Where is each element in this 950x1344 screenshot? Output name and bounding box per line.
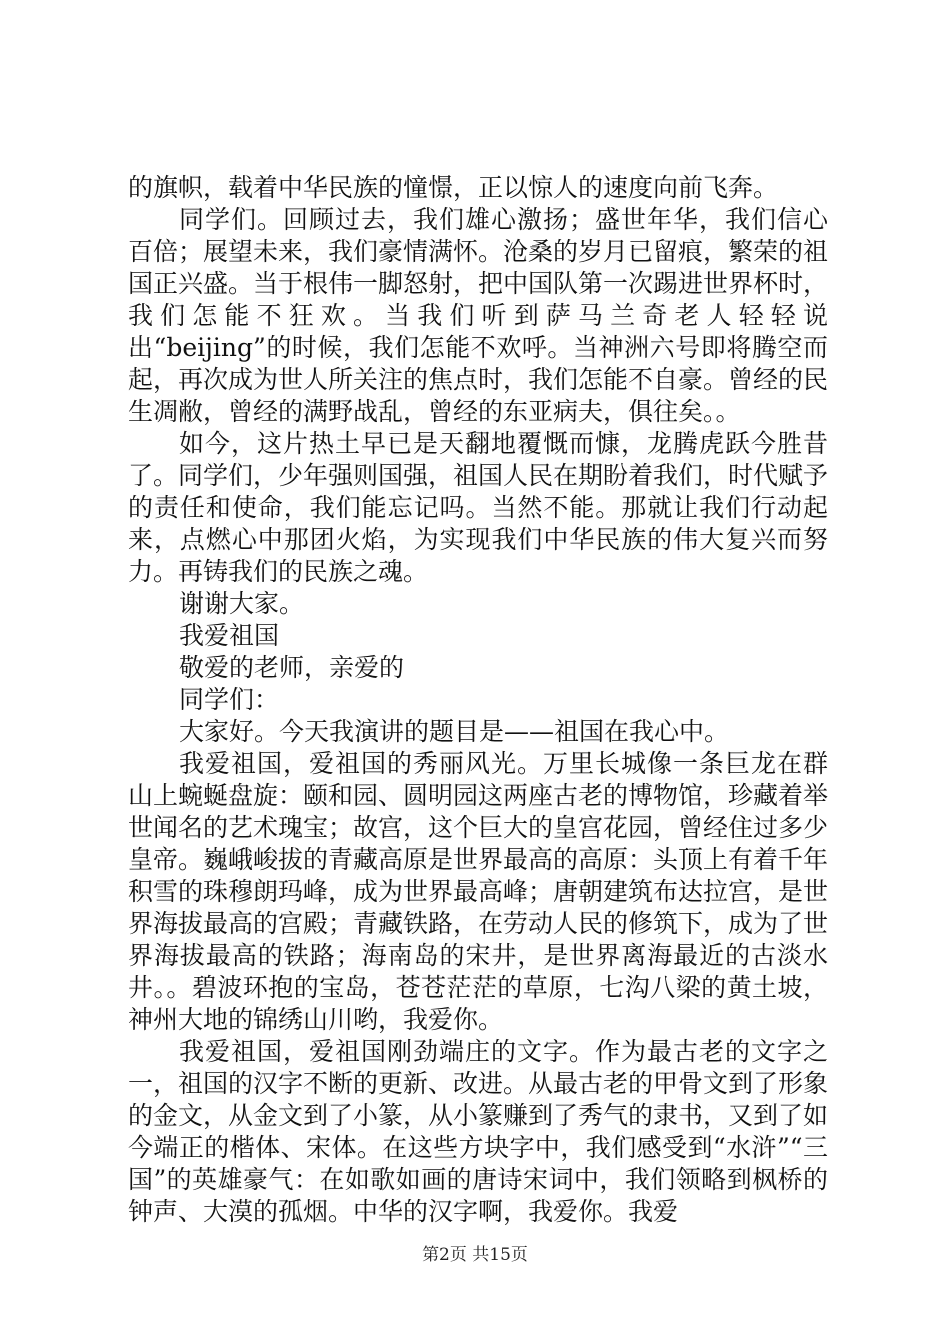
paragraph: 谢谢大家。: [179, 589, 305, 618]
paragraph: 的旗帜，载着中华民族的憧憬，正以惊人的速度向前飞奔。: [128, 173, 779, 202]
paragraph: 我爱祖国，爱祖国刚劲端庄的文字。作为最古老的文字之一，祖国的汉字不断的更新、改进。从最古老的甲骨文到了形象的金文，从金文到了小篆，从小篆赚到了秀气的隶书，又到了如今端正的楷体、宋体。在这些方块字中，我们感受到“水浒”“三国”的英雄豪气：在如歌如画的唐诗宋词中，我们领略到枫桥的钟声、大漠的孤烟。中华的汉字啊，我爱你。我爱: [128, 1037, 829, 1226]
paragraph: 如今，这片热土早已是天翻地覆慨而慷，龙腾虎跃今胜昔了。同学们，少年强则国强，祖国人民在期盼着我们，时代赋予的责任和使命，我们能忘记吗。当然不能。那就让我们行动起来，点燃心中那团火焰，为实现我们中华民族的伟大复兴而努力。再铸我们的民族之魂。: [128, 429, 829, 586]
paragraph: 同学们。回顾过去，我们雄心激扬；盛世年华，我们信心百倍；展望未来，我们豪情满怀。沧桑的岁月已留痕，繁荣的祖国正兴盛。当于根伟一脚怒射，把中国队第一次踢进世界杯时，我们怎能不狂欢。当我们听到萨马兰奇老人轻轻说出“beijing”的时候，我们怎能不欢呼。当神洲六号即将腾空而起，再次成为世人所关注的焦点时，我们怎能不自豪。曾经的民生凋敝，曾经的满野战乱，曾经的东亚病夫，俱往矣。。: [128, 205, 829, 426]
paragraph: 敬爱的老师，亲爱的: [179, 653, 405, 682]
paragraph: 大家好。今天我演讲的题目是——祖国在我心中。: [179, 717, 730, 746]
paragraph: 同学们：: [179, 685, 280, 714]
paragraph: 我爱祖国，爱祖国的秀丽风光。万里长城像一条巨龙在群山上蜿蜒盘旋：颐和园、圆明园这两座古老的博物馆，珍藏着举世闻名的艺术瑰宝；故宫，这个巨大的皇宫花园，曾经住过多少皇帝。巍峨峻拔的青藏高原是世界最高的高原：头顶上有着千年积雪的珠穆朗玛峰，成为世界最高峰；唐朝建筑布达拉宫，是世界海拔最高的宫殿；青藏铁路，在劳动人民的修筑下，成为了世界海拔最高的铁路；海南岛的宋井，是世界离海最近的古淡水井。。碧波环抱的宝岛，苍苍茫茫的草原，七沟八梁的黄土坡，神州大地的锦绣山川哟，我爱你。: [128, 749, 829, 1034]
body-text: [128, 172, 828, 1228]
page-footer: 第2页 共15页: [422, 1245, 528, 1265]
section-title: 我爱祖国: [179, 621, 280, 650]
